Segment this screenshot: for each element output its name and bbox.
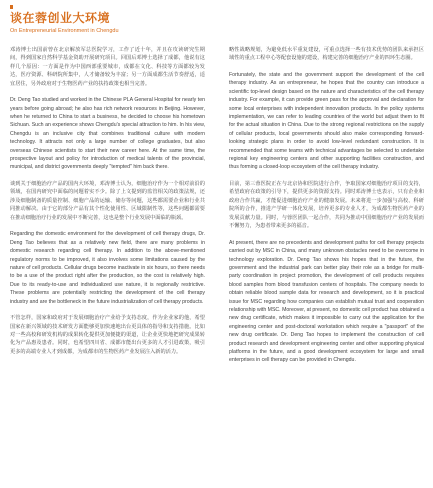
page-title: 谈在蓉创业大环境 <box>10 11 111 25</box>
paragraph-zh-2: 谈到关于细胞治疗产品的国内大环境，邓涛博士认为，细胞治疗作为一个相对前沿的领域，在国内研究中面临的问题着实不少。除了上文提到的监管相关的政策法规，还涉及细胞制备的质量控制、细胞产品的运输、储存等问题，这些都需要企业和行业共同推动解决。由于它的部分产品有其个性化使用性、区域限制性等，这些问题都需要在推动细胞治疗行业的发展中不断完善，这也是整个行业发展中面临的瓶颈。 <box>10 181 205 221</box>
paragraph-en-1: Dr. Deng Tao studied and worked in the Chinese PLA General Hospital for nearly ten years before going abroad; he also has rich network resources in Beijing. However, when he returned to China to start a business, he decided to choose his hometown Sichuan. Such an experience shows Chengdu's special attraction to him. In his view, Chengdu is an inclusive city that combines traditional culture with modern technology. It attracts not only a large number of college graduates, but also overseas Chinese scientists to start their new career here. At the same time, the prospective layout and policy for introduction of medical talents of the provincial, municipal, and district governments deeply "tempted" him back there. <box>10 97 205 171</box>
paragraph-zh-3: 不管怎样，国家和政府对于发展细胞治疗产业给予支持态度，作为企业家的他，希望国家在新兴领域的技术研发方面能够更加快速地出台更具体的指导和支持措施。比如对一些高校和研发机构的成果转化提供更加便捷的渠道，让企业更快地把研究成果转化为产品惠及患者。同时，也希望四川省、成都市能出台更多的人才引进政策，吸引更多的高端专业人才到成都，为成都市的生物医药产业发展注入新的活力。 <box>10 315 205 355</box>
paragraph-zh-4: 略性战略规划，为避免低水平重复建设，可重点选择一些有技术优势的团队来承担区域性的重点工程中心等配套设施的建设，构建完善的细胞治疗产业的四环生态圈。 <box>229 47 424 62</box>
paragraph-zh-1: 邓涛博士出国前曾在北京解放军总医院学习，工作了近十年，并且在攻读研究生期间，得到国家自然科学基金资助开展研究项目。回国后邓博士选择了成都，他说有这样几个原因：一方面是作为中国西部重要城市，成都在文化、科技等方面都较为发达，医疗资源、科研院所集中，人才储备较为丰富；另一方面成都生活节奏舒适，适宜居住，另外政府对于生物医药产业的扶持政策也相当完善。 <box>10 47 205 87</box>
paragraph-en-4: At present, there are no precedents and development paths for cell therapy projects carried out by MSC in China, and many unknown obstacles need to be overcome in technology exploration. Dr. Deng Tao shows his hopes that in the future, the government and the industrial park can better play their role as a bridge for multi-party coordination in project promotion, the development of cell products requires blood samples from blood transfusion centers of hospitals. The company needs to obtain reliable blood sample data for research and development, so it is practical issue for MSC regarding how companies can establish mutual trust and cooperation relationship with MSC. Moreover, at present, no domestic cell product has obtained a new drug certificate, which makes it impossible to carry out the application for the engineering center and post-doctoral workstation which require a "passport" of the new drug certificate. Dr. Deng Tao hopes to implement the construction of cell product research and development engineering center and other supporting physical platforms in the future, and a good development ecosystem for large and small enterprises in cell therapy can be provided in Chengdu. <box>229 239 424 364</box>
left-column <box>10 46 205 364</box>
paragraph-en-2: Regarding the domestic environment for the development of cell therapy drugs, Dr. Deng Tao believes that as a relatively new field, there are many problems in domestic research regarding cell therapy. In addition to the above-mentioned regulatory norms to be improved, it also involves some limitations caused by the nature of cell products. Cellular drugs become inactivate in six hours, so there needs to be a use of the product right after the production, so the cost is relatively high. Due to its ready-to-use and individualized use nature, it is regionally restrictive. These problems are potentially restricting the development of the cell therapy industry and are the bottleneck in the future industrialization of cell therapy products. <box>10 231 205 305</box>
paragraph-zh-5: 目前，第三蓉医院正在与北京协和医院进行合作，争取国家对细胞治疗项目的支持，希望政府在政策的引导下，提供更多的资源支持。同时邓涛博士也表示，只有企业和政府合作共赢，才能促进细胞治疗产业的健康发展。未来将进一步加强与高校、科研院所的合作，推进产学研一体化发展，培养更多的专业人才，为成都生物医药产业的发展贡献力量。同时，与蓉医团队一起合作，共同为推动中国细胞治疗产业的发展而不懈努力，为患者带来更多的福音。 <box>229 181 424 230</box>
right-column <box>229 46 424 373</box>
paragraph-en-3: Fortunately, the state and the government support the development of the cell therapy industry. As an entrepreneur, he hopes that the country can introduce a scientific top-level design based on the nature and characteristics of the cell therapy industry. For example, it can provide green pass for the approval and declaration for some local enterprises with independent innovation products. In the policy systems implementation, we can refer to leading countries of the world but adjust them to fit for the actual situation in China. Due to the strong regional restrictions on the supply of cellular products, local governments should also make corresponding forward-looking strategic plans in order to avoid low-level redundant construction. It is recommended that some teams with technical advantages be selected to undertake regional key engineering centers and other supporting facilities construction, and thus forming a closed-loop ecosystem of the cell therapy industry. <box>229 72 424 171</box>
page-subtitle: On Entrepreneurial Environment in Chengdu <box>10 28 119 34</box>
